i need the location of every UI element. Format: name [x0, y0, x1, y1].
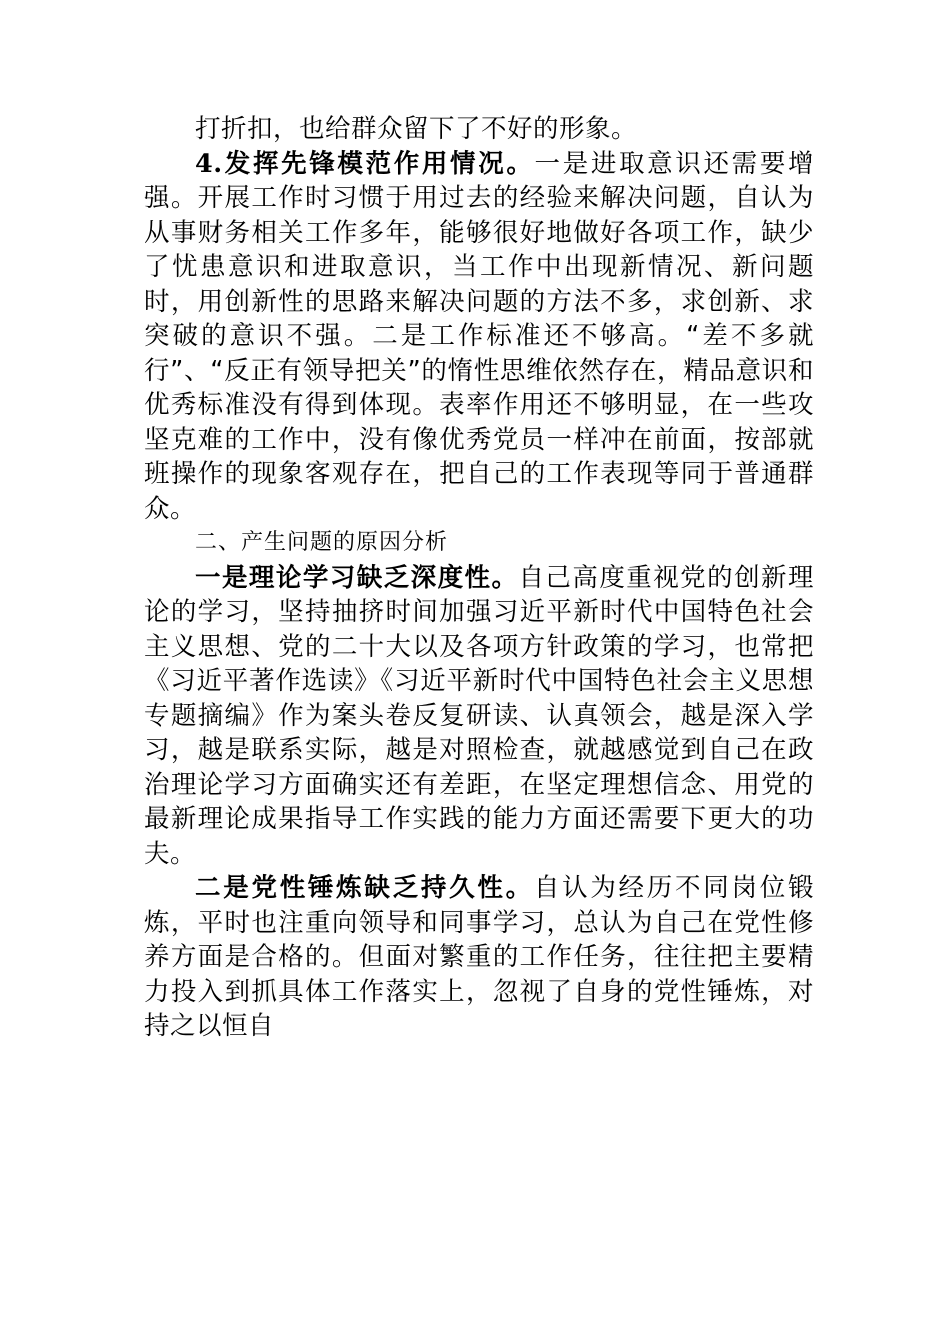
paragraph-text: 打折扣，也给群众留下了不好的形象。	[195, 114, 638, 144]
paragraph-text: 自认为经历不同岗位锻炼，平时也注重向领导和同事学习，总认为自己在党性修养方面是合格的。但面对繁重的工作任务，往往把主要精力投入到抓具体工作落实上，忽视了自身的党性锤炼，对持之以恒自	[144, 873, 814, 1041]
paragraph-heading: 二是党性锤炼缺乏持久性。	[195, 873, 534, 903]
paragraph-party-spirit	[144, 871, 814, 1044]
paragraph-heading: 发挥先锋模范作用情况。	[222, 148, 535, 179]
paragraph-heading: 一是理论学习缺乏深度性。	[195, 562, 519, 593]
paragraph-text: 一是进取意识还需要增强。开展工作时习惯于用过去的经验来解决问题，自认为从事财务相关工作多年，能够很好地做好各项工作，缺少了忧患意识和进取意识，当工作中出现新情况、新问题时，用创新性的思路来解决问题的方法不多，求创新、求突破的意识不强。二是工作标准还不够高。“差不多就行”、“反正有领导把关”的惰性思维依然存在，精品意识和优秀标准没有得到体现。表率作用还不够明显，在一些攻坚克难的工作中，没有像优秀党员一样冲在前面，按部就班操作的现象客观存在，把自己的工作表现等同于普通群众。	[144, 148, 814, 524]
paragraph-continuation	[144, 112, 814, 147]
paragraph-pioneer-role	[144, 147, 814, 527]
section-title: 二、产生问题的原因分析	[195, 530, 449, 555]
paragraph-theory-study	[144, 561, 814, 872]
heading-number: 4.	[195, 148, 223, 179]
document-page	[144, 112, 814, 1044]
paragraph-text: 自己高度重视党的创新理论的学习，坚持抽挤时间加强习近平新时代中国特色社会主义思想、党的二十大以及各项方针政策的学习，也常把《习近平著作选读》《习近平新时代中国特色社会主义思想专题摘编》作为案头卷反复研读、认真领会，越是深入学习，越是联系实际，越是对照检查，就越感觉到自己在政治理论学习方面确实还有差距，在坚定理想信念、用党的最新理论成果指导工作实践的能力方面还需要下更大的功夫。	[144, 562, 814, 869]
